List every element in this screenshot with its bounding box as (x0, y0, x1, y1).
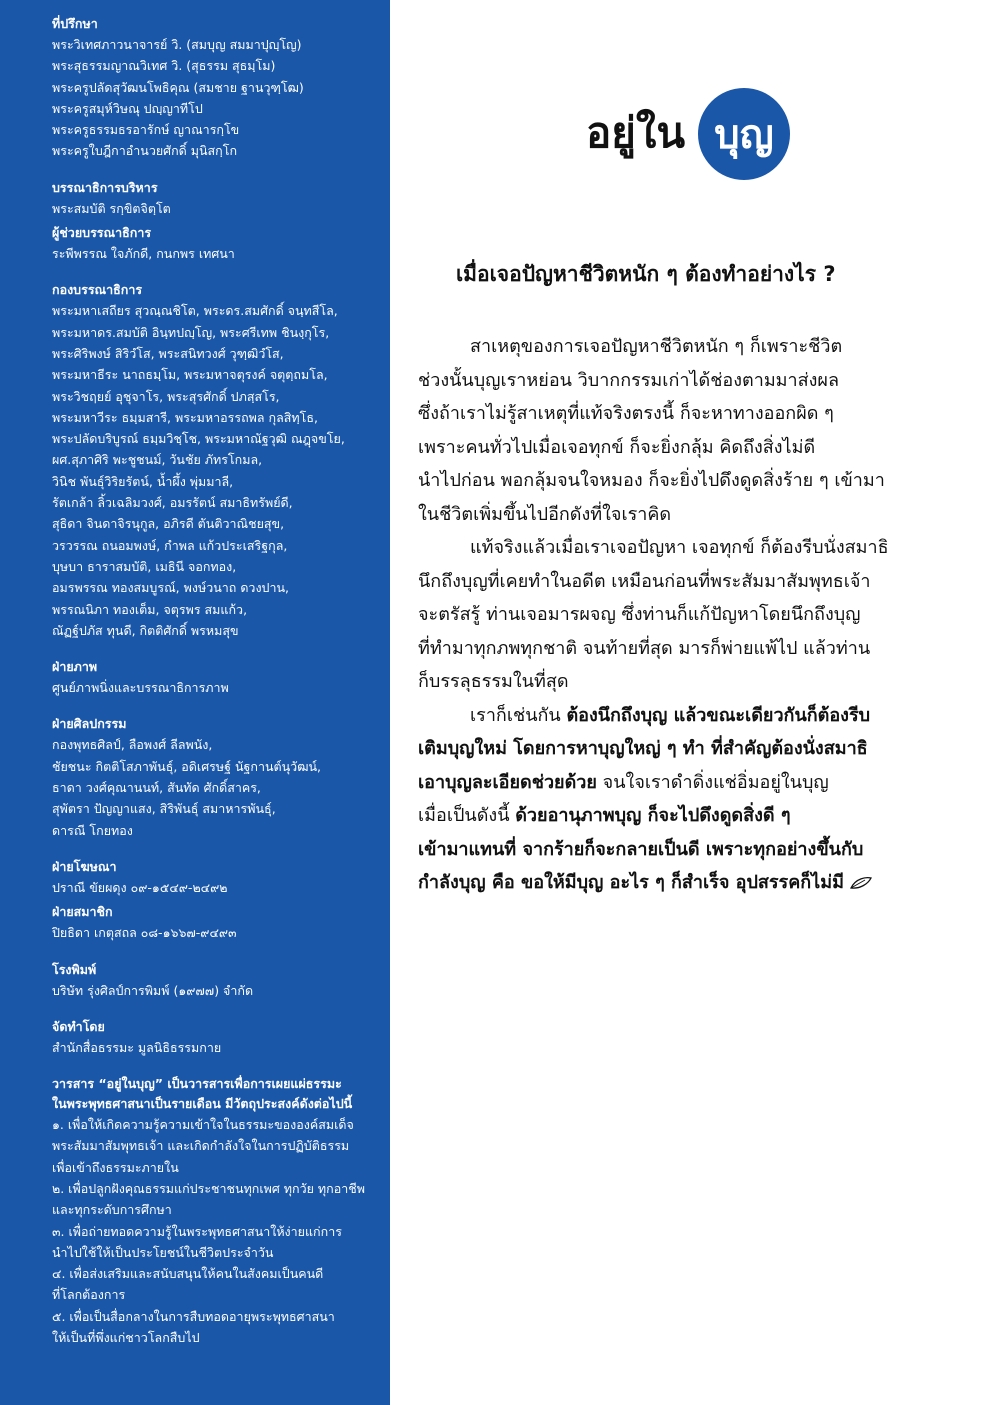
leaf-end-icon (850, 876, 872, 890)
credit-line: พระสุธรรมญาณวิเทศ วิ. (สุธรรม สุธมฺโม) (52, 58, 276, 74)
credit-line: พระมหาดร.สมบัติ อินฺทปญฺโญ, พระศรีเทพ ชินงฺกุโร, (52, 324, 330, 340)
credit-section (52, 657, 378, 698)
credit-line: ชัยชนะ กิตติโสภาพันธุ์, อดิเศรษฐ์ นัฐกานต์นุวัฒน์, (52, 758, 322, 774)
text-line: เข้ามาแทนที่ จากร้ายก็จะกลายเป็นดี เพราะทุกอย่างขึ้นกับ (418, 838, 864, 860)
objectives-title: ในพระพุทธศาสนาเป็นรายเดือน มีวัตถุประสงค์ดังต่อไปนี้ (52, 1096, 353, 1112)
objective-line: ที่โลกต้องการ (52, 1287, 126, 1303)
text-span: เมื่อเป็นดังนี้ (418, 805, 516, 826)
paragraph-1 (418, 330, 952, 531)
objective-line: ๑. เพื่อให้เกิดความรู้ความเข้าใจในธรรมะขององค์สมเด็จ (52, 1117, 354, 1133)
credit-section (52, 857, 378, 898)
credit-line: สุพัตรา ปัญญาแสง, สิริพันธุ์ สมาหารพันธุ์, (52, 801, 276, 817)
section-title: จัดทำโดย (52, 1018, 105, 1034)
credit-section (52, 714, 378, 840)
section-title: ฝ่ายศิลปกรรม (52, 716, 127, 732)
bold-span: ต้องนึกถึงบุญ แล้วขณะเดียวกันก็ต้องรีบ (566, 704, 871, 726)
bold-span: ด้วยอานุภาพบุญ ก็จะไปดึงดูดสิ่งดี ๆ (515, 805, 791, 826)
credit-line: พระครูปลัดสุวัฒนโพธิคุณ (สมชาย ฐานวุฑฺโฒ) (52, 79, 304, 95)
credit-line: สุธิดา จินดาจิรนุกูล, อภิรดี ตันติวาณิชยสุข, (52, 516, 285, 532)
objective-line: พระสัมมาสัมพุทธเจ้า และเกิดกำลังใจในการปฏิบัติธรรม (52, 1138, 350, 1154)
credit-section (52, 280, 378, 641)
section-title: ฝ่ายสมาชิก (52, 904, 113, 920)
credit-line: ศูนย์ภาพนิ่งและบรรณาธิการภาพ (52, 680, 229, 696)
text-line: นำไปก่อน พอกลุ้มจนใจหมอง ก็จะยิ่งไปดึงดูดสิ่งร้าย ๆ เข้ามา (418, 470, 885, 491)
logo-badge (698, 88, 790, 180)
section-title: ผู้ช่วยบรรณาธิการ (52, 225, 152, 241)
objective-line: และทุกระดับการศึกษา (52, 1202, 172, 1218)
text-span: เราก็เช่นกัน (470, 704, 567, 726)
credit-line: ปิยธิดา เกตุสถล ๐๘-๑๖๖๗-๙๔๙๓ (52, 925, 237, 941)
credit-line: ดารณี โกยทอง (52, 822, 133, 838)
credit-line: ปราณี ขัยผดุง ๐๙-๑๕๔๙-๒๔๙๒ (52, 879, 228, 895)
objective-line: เพื่อเข้าถึงธรรมะภายใน (52, 1159, 179, 1175)
section-title: บรรณาธิการบริหาร (52, 179, 158, 195)
bold-span: เอาบุญละเอียดช่วยด้วย (418, 771, 597, 793)
article-body (418, 330, 952, 900)
text-line: เติมบุญใหม่ โดยการหาบุญใหญ่ ๆ ทำ ที่สำคัญต้องนั่งสมาธิ (418, 738, 868, 759)
credit-line: พระมหาวีระ ธมฺมสารี, พระมหาอรรถพล กุลสิทฺโธ, (52, 409, 318, 425)
logo-badge-text: บุญ (714, 111, 774, 158)
credit-line: พรรณนิภา ทองเต็ม, จตุรพร สมแก้ว, (52, 601, 248, 617)
credit-line: พระสมบัติ รกฺขิตจิตฺโต (52, 200, 171, 216)
text-line: เพราะคนทั่วไปเมื่อเจอทุกข์ ก็จะยิ่งกลุ้ม คิดถึงสิ่งไม่ดี (418, 436, 816, 458)
section-title: ที่ปรึกษา (52, 16, 98, 31)
text-line: ที่ทำมาทุกภพทุกชาติ จนท้ายที่สุด มารก็พ่ายแพ้ไป แล้วท่าน (418, 637, 871, 659)
text-span: จนใจเราดำดิ่งแช่อิ่มอยู่ในบุญ (596, 771, 829, 793)
text-line: นึกถึงบุญที่เคยทำในอดีต เหมือนก่อนที่พระสัมมาสัมพุทธเจ้า (418, 570, 871, 592)
objectives-section (52, 1074, 378, 1348)
credit-line: พระครูธรรมธรอารักษ์ ญาณารกฺโข (52, 122, 240, 138)
objective-line: ๔. เพื่อส่งเสริมและสนับสนุนให้คนในสังคมเป็นคนดี (52, 1266, 324, 1282)
credit-line: พระมหาเสถียร สุวณฺณชิโต, พระดร.สมศักดิ์ จนฺทสีโล, (52, 303, 338, 319)
credit-section (52, 178, 378, 219)
objective-line: นำไปใช้ให้เป็นประโยชน์ในชีวิตประจำวัน (52, 1244, 274, 1260)
section-title: ฝ่ายโฆษณา (52, 858, 117, 874)
section-title: โรงพิมพ์ (52, 961, 97, 977)
credit-section (52, 223, 378, 264)
credit-line: รัตเกล้า ลิ้วเฉลิมวงศ์, อมรรัตน์ สมาธิทรัพย์ดี, (52, 495, 293, 511)
credit-line: พระปลัดบริบูรณ์ ธมฺมวิชฺโช, พระมหาณัฐวุฒิ ณฎฺจขโย, (52, 431, 345, 447)
text-line: จะตรัสรู้ ท่านเจอมารผจญ ซึ่งท่านก็แก้ปัญหาโดยนึกถึงบุญ (418, 604, 861, 625)
credit-line: บุษบา ธาราสมบัติ, เมธินี จอกทอง, (52, 558, 237, 574)
text-line: แท้จริงแล้วเมื่อเราเจอปัญหา เจอทุกข์ ก็ต้องรีบนั่งสมาธิ (470, 537, 889, 558)
text-line: ช่วงนั้นบุญเราหย่อน วิบากกรรมเก่าได้ช่องตามมาส่งผล (418, 369, 840, 391)
main-content (390, 0, 1000, 1405)
paragraph-2 (418, 531, 952, 699)
section-title: ฝ่ายภาพ (52, 659, 98, 675)
text-line: ซึ่งถ้าเราไม่รู้สาเหตุที่แท้จริงตรงนี้ ก็จะหาทางออกผิด ๆ (418, 403, 834, 424)
credits-sidebar (0, 0, 390, 1405)
magazine-logo (586, 68, 806, 178)
credit-line: วรวรรณ ถนอมพงษ์, กำพล แก้วประเสริฐกุล, (52, 537, 288, 553)
paragraph-3 (418, 699, 952, 900)
objective-line: ให้เป็นที่พึ่งแก่ชาวโลกสืบไป (52, 1330, 200, 1346)
credit-line: ระพีพรรณ ใจภักดี, กนกพร เทศนา (52, 246, 235, 262)
text-line: ในชีวิตเพิ่มขึ้นไปอีกดังที่ใจเราคิด (418, 503, 672, 525)
credit-line: พระครูสมุห์วิษณุ ปญฺญาทีโป (52, 100, 203, 116)
objectives-title: วารสาร “อยู่ในบุญ” เป็นวารสารเพื่อการเผยแผ่ธรรมะ (52, 1076, 342, 1092)
credit-line: พระวิเทศภาวนาจารย์ วิ. (สมบุญ สมมาปุญฺโญ) (52, 37, 302, 52)
credit-line: ธาดา วงศ์คุณานนท์, สันทัด ศักดิ์สาคร, (52, 780, 261, 796)
credit-section (52, 1017, 378, 1058)
credit-line: ผศ.สุภาศิริ พะชูชนม์, วันชัย ภัทรโกมล, (52, 452, 263, 468)
credit-section (52, 960, 378, 1001)
credit-line: อมรพรรณ ทองสมบูรณ์, พงษ์วนาถ ดวงปาน, (52, 580, 290, 596)
bold-span: กำลังบุญ คือ ขอให้มีบุญ อะไร ๆ ก็สำเร็จ อุปสรรคก็ไม่มี (418, 872, 844, 893)
text-line (418, 699, 952, 733)
credit-line: ณัฏฐ์ปภัส ทุนดี, กิตติศักดิ์ พรหมสุข (52, 622, 239, 638)
credit-section (52, 902, 378, 943)
objective-line: ๓. เพื่อถ่ายทอดความรู้ในพระพุทธศาสนาให้ง่ายแก่การ (52, 1223, 342, 1239)
objective-line: ๒. เพื่อปลูกฝังคุณธรรมแก่ประชาชนทุกเพศ ทุกวัย ทุกอาชีพ (52, 1180, 365, 1196)
text-line: ก็บรรลุธรรมในที่สุด (418, 671, 569, 692)
text-line (418, 799, 952, 833)
credit-line: วินิช พันธุ์วิริยรัตน์, น้ำผึ้ง พุ่มมาลี, (52, 473, 234, 489)
credit-line: พระศิริพงษ์ สิริวํโส, พระสนิทวงศ์ วุฑฺฒิวํโส, (52, 345, 284, 361)
article-title: เมื่อเจอปัญหาชีวิตหนัก ๆ ต้องทำอย่างไร ? (456, 262, 836, 286)
credit-line: บริษัท รุ่งศิลป์การพิมพ์ (๑๙๗๗) จำกัด (52, 982, 254, 998)
section-title: กองบรรณาธิการ (52, 282, 143, 298)
logo-text: อยู่ใน (586, 108, 686, 157)
credit-line: กองพุทธศิลป์, ลือพงศ์ ลีลพนัง, (52, 737, 213, 753)
credit-line: สำนักสื่อธรรมะ มูลนิธิธรรมกาย (52, 1039, 222, 1055)
text-line (418, 866, 952, 900)
text-line (418, 766, 952, 800)
credit-line: พระมหาธีระ นาถธมฺโม, พระมหาจตุรงค์ จตุตฺถมโล, (52, 367, 328, 383)
objective-line: ๕. เพื่อเป็นสื่อกลางในการสืบทอดอายุพระพุทธศาสนา (52, 1308, 335, 1324)
text-line: สาเหตุของการเจอปัญหาชีวิตหนัก ๆ ก็เพราะชีวิต (470, 336, 843, 357)
credit-section (52, 14, 378, 162)
credit-line: พระวิชฤยย์ อุชุจาโร, พระสุรศักดิ์ ปภสฺสโร, (52, 388, 280, 404)
credit-line: พระครูใบฎีกาอำนวยศักดิ์ มุนิสกฺโก (52, 143, 238, 159)
